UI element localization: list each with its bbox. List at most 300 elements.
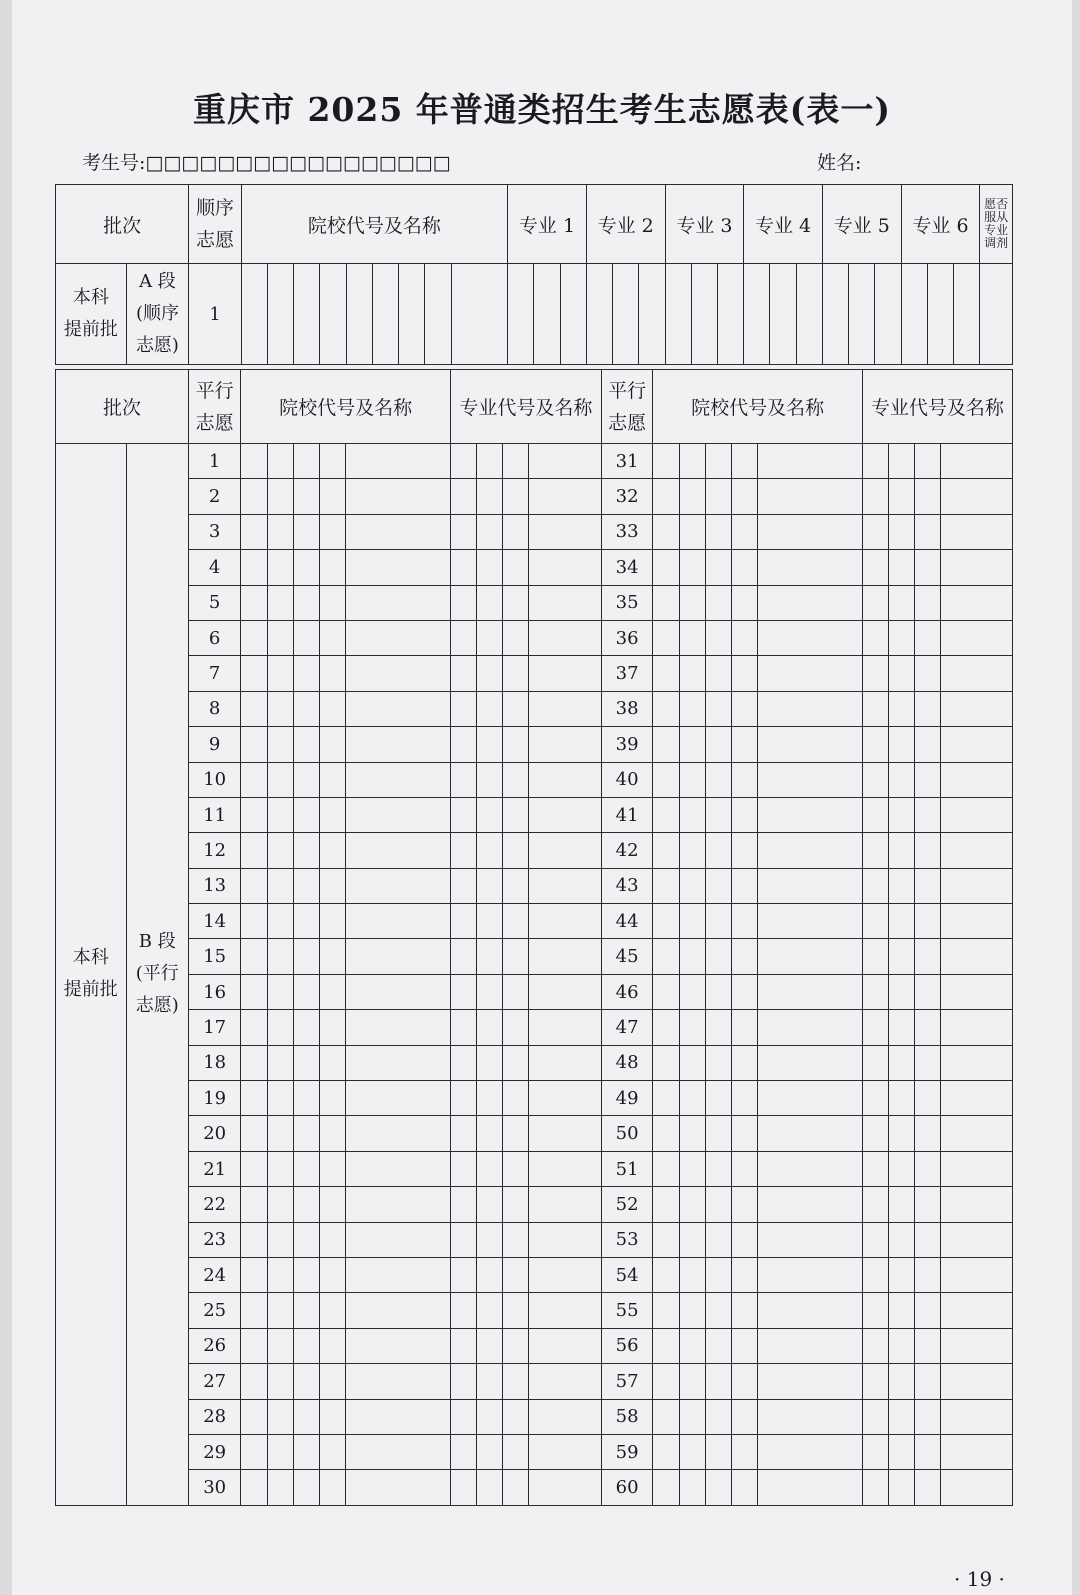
school-entry-cell[interactable] [267, 1151, 293, 1186]
major-entry-cell[interactable] [941, 727, 1013, 762]
entry-cell[interactable] [875, 264, 901, 365]
school-entry-cell[interactable] [731, 1293, 757, 1328]
major-entry-cell[interactable] [529, 1434, 602, 1469]
major-entry-cell[interactable] [915, 1293, 941, 1328]
major-entry-cell[interactable] [889, 1257, 915, 1292]
school-entry-cell[interactable] [346, 1257, 451, 1292]
school-entry-cell[interactable] [705, 833, 731, 868]
school-entry-cell[interactable] [346, 868, 451, 903]
school-entry-cell[interactable] [653, 868, 679, 903]
major-entry-cell[interactable] [889, 1222, 915, 1257]
school-entry-cell[interactable] [319, 762, 345, 797]
school-entry-cell[interactable] [346, 691, 451, 726]
major-entry-cell[interactable] [941, 1151, 1013, 1186]
major-entry-cell[interactable] [862, 514, 888, 549]
school-entry-cell[interactable] [731, 550, 757, 585]
school-entry-cell[interactable] [293, 1187, 319, 1222]
major-entry-cell[interactable] [477, 1187, 503, 1222]
school-entry-cell[interactable] [293, 620, 319, 655]
major-entry-cell[interactable] [503, 479, 529, 514]
school-entry-cell[interactable] [346, 762, 451, 797]
school-entry-cell[interactable] [758, 1434, 863, 1469]
school-entry-cell[interactable] [731, 1010, 757, 1045]
entry-cell[interactable] [691, 264, 717, 365]
school-entry-cell[interactable] [346, 833, 451, 868]
school-entry-cell[interactable] [267, 1399, 293, 1434]
major-entry-cell[interactable] [941, 656, 1013, 691]
school-entry-cell[interactable] [267, 797, 293, 832]
major-entry-cell[interactable] [915, 550, 941, 585]
school-entry-cell[interactable] [319, 727, 345, 762]
school-entry-cell[interactable] [319, 1399, 345, 1434]
school-entry-cell[interactable] [267, 939, 293, 974]
major-entry-cell[interactable] [941, 904, 1013, 939]
school-entry-cell[interactable] [293, 1045, 319, 1080]
school-entry-cell[interactable] [267, 762, 293, 797]
school-entry-cell[interactable] [705, 762, 731, 797]
school-entry-cell[interactable] [731, 585, 757, 620]
major-entry-cell[interactable] [450, 550, 476, 585]
school-entry-cell[interactable] [293, 1010, 319, 1045]
school-entry-cell[interactable] [653, 727, 679, 762]
school-entry-cell[interactable] [319, 691, 345, 726]
school-entry-cell[interactable] [705, 1116, 731, 1151]
major-entry-cell[interactable] [915, 444, 941, 479]
school-entry-cell[interactable] [293, 904, 319, 939]
school-entry-cell[interactable] [679, 1257, 705, 1292]
major-entry-cell[interactable] [941, 1045, 1013, 1080]
school-code-cell[interactable] [372, 264, 398, 365]
school-entry-cell[interactable] [653, 656, 679, 691]
major-entry-cell[interactable] [477, 479, 503, 514]
school-entry-cell[interactable] [241, 1328, 267, 1363]
major-entry-cell[interactable] [889, 833, 915, 868]
major-entry-cell[interactable] [529, 974, 602, 1009]
major-entry-cell[interactable] [941, 797, 1013, 832]
school-entry-cell[interactable] [758, 797, 863, 832]
school-entry-cell[interactable] [267, 1293, 293, 1328]
major-entry-cell[interactable] [529, 1010, 602, 1045]
entry-cell[interactable] [927, 264, 953, 365]
school-entry-cell[interactable] [346, 1328, 451, 1363]
major-entry-cell[interactable] [477, 585, 503, 620]
school-entry-cell[interactable] [758, 974, 863, 1009]
school-entry-cell[interactable] [267, 620, 293, 655]
school-entry-cell[interactable] [679, 691, 705, 726]
major-entry-cell[interactable] [915, 1364, 941, 1399]
school-entry-cell[interactable] [267, 585, 293, 620]
name-field[interactable] [817, 148, 861, 175]
major-entry-cell[interactable] [941, 620, 1013, 655]
entry-cell[interactable] [639, 264, 665, 365]
school-entry-cell[interactable] [241, 620, 267, 655]
school-entry-cell[interactable] [731, 939, 757, 974]
school-entry-cell[interactable] [758, 656, 863, 691]
major-entry-cell[interactable] [477, 868, 503, 903]
school-entry-cell[interactable] [758, 904, 863, 939]
major-entry-cell[interactable] [889, 1399, 915, 1434]
school-entry-cell[interactable] [705, 1222, 731, 1257]
major-entry-cell[interactable] [529, 1081, 602, 1116]
major-entry-cell[interactable] [503, 1222, 529, 1257]
school-entry-cell[interactable] [319, 479, 345, 514]
school-entry-cell[interactable] [346, 550, 451, 585]
school-entry-cell[interactable] [267, 1434, 293, 1469]
school-entry-cell[interactable] [319, 620, 345, 655]
school-entry-cell[interactable] [293, 939, 319, 974]
major-entry-cell[interactable] [529, 797, 602, 832]
school-entry-cell[interactable] [267, 1470, 293, 1505]
major-entry-cell[interactable] [915, 1328, 941, 1363]
major-entry-cell[interactable] [941, 1010, 1013, 1045]
school-entry-cell[interactable] [293, 868, 319, 903]
major-entry-cell[interactable] [862, 762, 888, 797]
school-entry-cell[interactable] [241, 585, 267, 620]
school-entry-cell[interactable] [267, 1257, 293, 1292]
school-entry-cell[interactable] [653, 1010, 679, 1045]
major-entry-cell[interactable] [915, 727, 941, 762]
major-entry-cell[interactable] [889, 974, 915, 1009]
major-entry-cell[interactable] [915, 1434, 941, 1469]
major-entry-cell[interactable] [477, 620, 503, 655]
school-entry-cell[interactable] [758, 1470, 863, 1505]
major-entry-cell[interactable] [915, 1045, 941, 1080]
school-entry-cell[interactable] [293, 1151, 319, 1186]
school-entry-cell[interactable] [346, 620, 451, 655]
major-entry-cell[interactable] [862, 1470, 888, 1505]
school-entry-cell[interactable] [731, 479, 757, 514]
school-entry-cell[interactable] [653, 1470, 679, 1505]
major-entry-cell[interactable] [915, 904, 941, 939]
major-entry-cell[interactable] [503, 1470, 529, 1505]
school-entry-cell[interactable] [731, 797, 757, 832]
school-entry-cell[interactable] [346, 1151, 451, 1186]
major-entry-cell[interactable] [477, 1151, 503, 1186]
school-entry-cell[interactable] [679, 656, 705, 691]
school-entry-cell[interactable] [705, 1081, 731, 1116]
major-entry-cell[interactable] [529, 868, 602, 903]
school-entry-cell[interactable] [319, 1116, 345, 1151]
entry-cell[interactable] [770, 264, 796, 365]
major-entry-cell[interactable] [503, 1045, 529, 1080]
major-entry-cell[interactable] [862, 479, 888, 514]
major-entry-cell[interactable] [529, 444, 602, 479]
school-entry-cell[interactable] [241, 904, 267, 939]
school-entry-cell[interactable] [705, 868, 731, 903]
school-entry-cell[interactable] [679, 1470, 705, 1505]
major-entry-cell[interactable] [477, 691, 503, 726]
school-entry-cell[interactable] [758, 1151, 863, 1186]
school-entry-cell[interactable] [267, 1328, 293, 1363]
major-entry-cell[interactable] [862, 904, 888, 939]
major-entry-cell[interactable] [915, 479, 941, 514]
school-entry-cell[interactable] [705, 974, 731, 1009]
entry-cell[interactable] [744, 264, 770, 365]
school-entry-cell[interactable] [705, 1187, 731, 1222]
major-entry-cell[interactable] [862, 1328, 888, 1363]
school-entry-cell[interactable] [346, 1045, 451, 1080]
school-entry-cell[interactable] [653, 1293, 679, 1328]
school-entry-cell[interactable] [731, 1045, 757, 1080]
major-entry-cell[interactable] [450, 1045, 476, 1080]
major-entry-cell[interactable] [450, 868, 476, 903]
major-entry-cell[interactable] [503, 1328, 529, 1363]
school-entry-cell[interactable] [758, 762, 863, 797]
school-entry-cell[interactable] [758, 1293, 863, 1328]
school-entry-cell[interactable] [679, 514, 705, 549]
school-entry-cell[interactable] [679, 1293, 705, 1328]
school-entry-cell[interactable] [758, 1187, 863, 1222]
school-entry-cell[interactable] [293, 1328, 319, 1363]
school-entry-cell[interactable] [267, 868, 293, 903]
school-entry-cell[interactable] [319, 833, 345, 868]
major-entry-cell[interactable] [889, 550, 915, 585]
school-entry-cell[interactable] [731, 656, 757, 691]
major-entry-cell[interactable] [862, 1187, 888, 1222]
school-entry-cell[interactable] [319, 1328, 345, 1363]
major-entry-cell[interactable] [450, 727, 476, 762]
school-entry-cell[interactable] [731, 1151, 757, 1186]
school-code-cell[interactable] [346, 264, 372, 365]
major-entry-cell[interactable] [889, 1151, 915, 1186]
school-entry-cell[interactable] [653, 550, 679, 585]
major-entry-cell[interactable] [862, 620, 888, 655]
school-entry-cell[interactable] [731, 974, 757, 1009]
school-entry-cell[interactable] [731, 727, 757, 762]
major-entry-cell[interactable] [529, 514, 602, 549]
major-entry-cell[interactable] [915, 939, 941, 974]
school-entry-cell[interactable] [679, 1187, 705, 1222]
school-entry-cell[interactable] [731, 1257, 757, 1292]
school-entry-cell[interactable] [731, 868, 757, 903]
major-entry-cell[interactable] [529, 691, 602, 726]
major-entry-cell[interactable] [862, 1045, 888, 1080]
major-entry-cell[interactable] [450, 1434, 476, 1469]
school-entry-cell[interactable] [705, 1434, 731, 1469]
major-entry-cell[interactable] [889, 1364, 915, 1399]
major-entry-cell[interactable] [941, 479, 1013, 514]
candidate-number-boxes[interactable]: □□□□□□□□□□□□□□□□□ [145, 152, 451, 174]
major-entry-cell[interactable] [941, 691, 1013, 726]
school-entry-cell[interactable] [241, 762, 267, 797]
major-entry-cell[interactable] [915, 1399, 941, 1434]
school-entry-cell[interactable] [267, 550, 293, 585]
major-entry-cell[interactable] [503, 444, 529, 479]
school-entry-cell[interactable] [241, 444, 267, 479]
major-entry-cell[interactable] [450, 797, 476, 832]
major-entry-cell[interactable] [477, 1010, 503, 1045]
major-entry-cell[interactable] [889, 691, 915, 726]
school-entry-cell[interactable] [293, 1257, 319, 1292]
school-entry-cell[interactable] [241, 939, 267, 974]
major-entry-cell[interactable] [450, 1470, 476, 1505]
school-entry-cell[interactable] [679, 1399, 705, 1434]
school-entry-cell[interactable] [241, 1010, 267, 1045]
school-entry-cell[interactable] [731, 691, 757, 726]
school-entry-cell[interactable] [241, 797, 267, 832]
school-entry-cell[interactable] [758, 1045, 863, 1080]
school-entry-cell[interactable] [241, 1081, 267, 1116]
major-entry-cell[interactable] [889, 479, 915, 514]
school-entry-cell[interactable] [731, 1399, 757, 1434]
school-entry-cell[interactable] [241, 691, 267, 726]
major-entry-cell[interactable] [862, 1364, 888, 1399]
school-entry-cell[interactable] [241, 1187, 267, 1222]
school-entry-cell[interactable] [346, 479, 451, 514]
school-entry-cell[interactable] [267, 656, 293, 691]
major-entry-cell[interactable] [503, 974, 529, 1009]
major-entry-cell[interactable] [915, 974, 941, 1009]
school-entry-cell[interactable] [267, 479, 293, 514]
major-entry-cell[interactable] [529, 1116, 602, 1151]
major-entry-cell[interactable] [503, 1116, 529, 1151]
major-entry-cell[interactable] [862, 1116, 888, 1151]
school-entry-cell[interactable] [731, 1222, 757, 1257]
school-entry-cell[interactable] [653, 620, 679, 655]
school-entry-cell[interactable] [653, 939, 679, 974]
major-entry-cell[interactable] [915, 868, 941, 903]
major-entry-cell[interactable] [450, 762, 476, 797]
school-entry-cell[interactable] [241, 974, 267, 1009]
major-entry-cell[interactable] [889, 444, 915, 479]
school-entry-cell[interactable] [319, 1434, 345, 1469]
school-entry-cell[interactable] [346, 444, 451, 479]
major-entry-cell[interactable] [529, 1364, 602, 1399]
school-entry-cell[interactable] [267, 904, 293, 939]
school-entry-cell[interactable] [758, 727, 863, 762]
school-entry-cell[interactable] [758, 691, 863, 726]
school-entry-cell[interactable] [705, 1257, 731, 1292]
school-entry-cell[interactable] [267, 1364, 293, 1399]
major-entry-cell[interactable] [862, 444, 888, 479]
school-entry-cell[interactable] [679, 1434, 705, 1469]
school-entry-cell[interactable] [346, 1434, 451, 1469]
major-entry-cell[interactable] [450, 1257, 476, 1292]
school-entry-cell[interactable] [293, 691, 319, 726]
school-entry-cell[interactable] [293, 585, 319, 620]
school-entry-cell[interactable] [679, 620, 705, 655]
entry-cell[interactable] [822, 264, 848, 365]
school-entry-cell[interactable] [241, 727, 267, 762]
major-entry-cell[interactable] [889, 1081, 915, 1116]
school-entry-cell[interactable] [705, 691, 731, 726]
school-entry-cell[interactable] [758, 1257, 863, 1292]
school-entry-cell[interactable] [241, 1045, 267, 1080]
school-entry-cell[interactable] [705, 1328, 731, 1363]
major-entry-cell[interactable] [862, 974, 888, 1009]
major-entry-cell[interactable] [450, 1328, 476, 1363]
school-entry-cell[interactable] [319, 1293, 345, 1328]
school-entry-cell[interactable] [293, 1470, 319, 1505]
school-code-cell[interactable] [425, 264, 451, 365]
major-entry-cell[interactable] [450, 1364, 476, 1399]
school-entry-cell[interactable] [267, 444, 293, 479]
school-entry-cell[interactable] [758, 1010, 863, 1045]
major-entry-cell[interactable] [915, 1187, 941, 1222]
major-entry-cell[interactable] [889, 1328, 915, 1363]
school-entry-cell[interactable] [319, 904, 345, 939]
major-entry-cell[interactable] [941, 1364, 1013, 1399]
school-entry-cell[interactable] [267, 1045, 293, 1080]
school-entry-cell[interactable] [267, 974, 293, 1009]
school-entry-cell[interactable] [346, 904, 451, 939]
major-entry-cell[interactable] [889, 762, 915, 797]
major-entry-cell[interactable] [941, 514, 1013, 549]
entry-cell[interactable] [534, 264, 560, 365]
school-entry-cell[interactable] [653, 1222, 679, 1257]
school-entry-cell[interactable] [679, 833, 705, 868]
school-entry-cell[interactable] [241, 1116, 267, 1151]
major-entry-cell[interactable] [503, 1010, 529, 1045]
entry-cell[interactable] [980, 264, 1013, 365]
school-entry-cell[interactable] [653, 1081, 679, 1116]
major-entry-cell[interactable] [529, 833, 602, 868]
school-entry-cell[interactable] [346, 1010, 451, 1045]
school-entry-cell[interactable] [346, 974, 451, 1009]
major-entry-cell[interactable] [529, 585, 602, 620]
major-entry-cell[interactable] [862, 833, 888, 868]
major-entry-cell[interactable] [862, 1293, 888, 1328]
major-entry-cell[interactable] [477, 1116, 503, 1151]
school-entry-cell[interactable] [679, 797, 705, 832]
major-entry-cell[interactable] [941, 1328, 1013, 1363]
school-entry-cell[interactable] [319, 939, 345, 974]
school-entry-cell[interactable] [319, 1364, 345, 1399]
school-entry-cell[interactable] [705, 656, 731, 691]
major-entry-cell[interactable] [889, 1116, 915, 1151]
school-entry-cell[interactable] [758, 1116, 863, 1151]
school-entry-cell[interactable] [731, 1081, 757, 1116]
school-entry-cell[interactable] [705, 939, 731, 974]
major-entry-cell[interactable] [915, 585, 941, 620]
school-entry-cell[interactable] [705, 797, 731, 832]
major-entry-cell[interactable] [477, 1257, 503, 1292]
school-entry-cell[interactable] [679, 762, 705, 797]
school-entry-cell[interactable] [705, 550, 731, 585]
entry-cell[interactable] [718, 264, 744, 365]
major-entry-cell[interactable] [450, 479, 476, 514]
school-entry-cell[interactable] [293, 1434, 319, 1469]
school-entry-cell[interactable] [731, 620, 757, 655]
school-entry-cell[interactable] [293, 1222, 319, 1257]
major-entry-cell[interactable] [889, 656, 915, 691]
school-entry-cell[interactable] [267, 691, 293, 726]
major-entry-cell[interactable] [503, 1151, 529, 1186]
major-entry-cell[interactable] [477, 797, 503, 832]
school-entry-cell[interactable] [679, 550, 705, 585]
school-entry-cell[interactable] [705, 1364, 731, 1399]
school-entry-cell[interactable] [319, 868, 345, 903]
major-entry-cell[interactable] [941, 974, 1013, 1009]
major-entry-cell[interactable] [915, 656, 941, 691]
school-entry-cell[interactable] [758, 868, 863, 903]
school-entry-cell[interactable] [731, 1470, 757, 1505]
school-entry-cell[interactable] [293, 444, 319, 479]
major-entry-cell[interactable] [477, 1222, 503, 1257]
major-entry-cell[interactable] [503, 904, 529, 939]
major-entry-cell[interactable] [915, 1470, 941, 1505]
major-entry-cell[interactable] [862, 939, 888, 974]
entry-cell[interactable] [508, 264, 534, 365]
major-entry-cell[interactable] [450, 1151, 476, 1186]
major-entry-cell[interactable] [889, 868, 915, 903]
major-entry-cell[interactable] [941, 1187, 1013, 1222]
major-entry-cell[interactable] [503, 1434, 529, 1469]
major-entry-cell[interactable] [529, 550, 602, 585]
major-entry-cell[interactable] [477, 444, 503, 479]
major-entry-cell[interactable] [503, 1364, 529, 1399]
school-entry-cell[interactable] [346, 1081, 451, 1116]
